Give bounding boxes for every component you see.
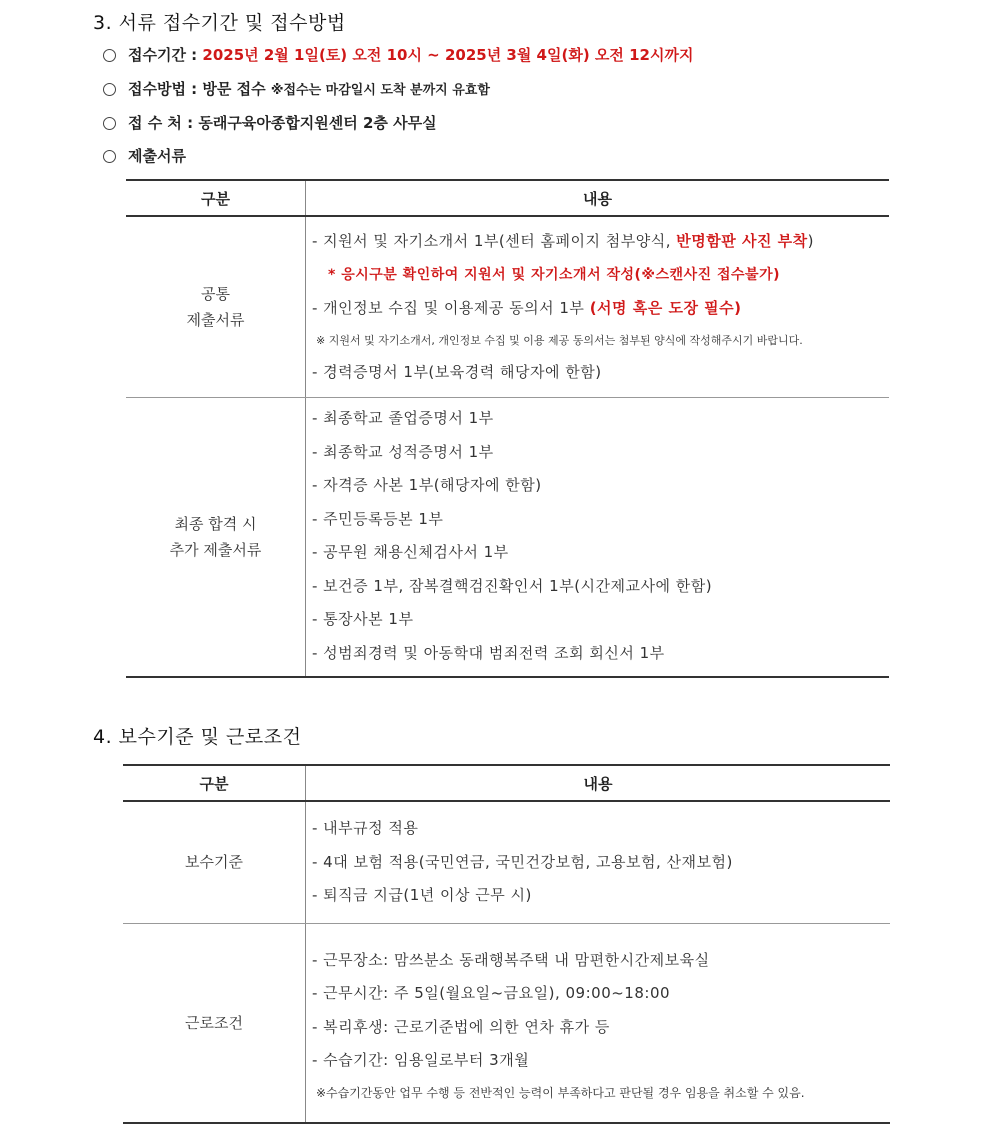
list-item: - 성범죄경력 및 아동학대 범죄전력 조회 회신서 1부 [312,643,665,662]
category-pay: 보수기준 [123,801,306,923]
reception-method: 접수방법 : 방문 접수 ※접수는 마감일시 도착 분까지 유효함 [103,78,490,99]
list-item: - 최종학교 성적증명서 1부 [312,442,494,461]
reception-period: 접수기간 : 2025년 2월 1일(토) 오전 10시 ~ 2025년 3월 4일(화) 오전 12시까지 [103,44,693,65]
reception-place: 접 수 처 : 동래구육아종합지원센터 2층 사무실 [103,112,437,133]
section4-title: 4. 보수기준 및 근로조건 [93,726,302,748]
table-row [126,398,889,678]
header-category: 구분 [123,765,306,801]
reception-method-note: ※접수는 마감일시 도착 분까지 유효함 [270,83,490,98]
header-category: 구분 [126,180,306,216]
conditions-table [123,764,890,1124]
circle-bullet-icon [103,117,116,130]
list-item: - 복리후생: 근로기준법에 의한 연차 휴가 등 [312,1017,610,1036]
list-item: - 개인정보 수집 및 이용제공 동의서 1부 (서명 혹은 도장 필수) [312,299,742,317]
category-final: 최종 합격 시 추가 제출서류 [126,398,306,678]
list-item-subnote: * 응시구분 확인하여 지원서 및 자기소개서 작성(※스캔사진 접수불가) [328,266,780,283]
circle-bullet-icon [103,49,116,62]
circle-bullet-icon [103,150,116,163]
list-item: - 공무원 채용신체검사서 1부 [312,543,509,561]
section3-title: 3. 서류 접수기간 및 접수방법 [93,12,346,34]
list-item: - 경력증명서 1부(보육경력 해당자에 한함) [312,362,602,381]
header-content: 내용 [306,180,890,216]
list-item: - 자격증 사본 1부(해당자에 한함) [312,476,542,494]
table-row [123,923,890,1123]
list-item: - 근무시간: 주 5일(월요일~금요일), 09:00~18:00 [312,984,671,1002]
list-item: - 주민등록등본 1부 [312,509,444,528]
documents-table [126,179,889,678]
list-item: - 통장사본 1부 [312,610,414,628]
circle-bullet-icon [103,83,116,96]
category-work: 근로조건 [123,923,306,1123]
list-item: - 근무장소: 맘쓰분소 동래행복주택 내 맘편한시간제보육실 [312,950,710,969]
list-item: - 4대 보험 적용(국민연금, 국민건강보험, 고용보험, 산재보험) [312,852,733,871]
required-documents-label: 제출서류 [103,145,186,166]
list-item: - 수습기간: 임용일로부터 3개월 [312,1051,530,1069]
note: ※ 지원서 및 자기소개서, 개인정보 수집 및 이용 제공 동의서는 첨부된 양식에 작성해주시기 바랍니다. [316,333,803,347]
header-content: 내용 [306,765,891,801]
table-row [123,801,890,923]
list-item: - 지원서 및 자기소개서 1부(센터 홈페이지 첨부양식, 반명함판 사진 부착) [312,232,814,250]
list-item: - 최종학교 졸업증명서 1부 [312,409,494,427]
list-item: - 보건증 1부, 잠복결핵검진확인서 1부(시간제교사에 한함) [312,576,713,595]
category-common: 공통 제출서류 [126,216,306,398]
reception-period-value: 2025년 2월 1일(토) 오전 10시 ~ 2025년 3월 4일(화) 오전 12시까지 [202,46,694,64]
list-item: - 퇴직금 지급(1년 이상 근무 시) [312,886,532,904]
table-row [126,216,889,398]
list-item: - 내부규정 적용 [312,819,419,837]
note: ※수습기간동안 업무 수행 등 전반적인 능력이 부족하다고 판단될 경우 임용을 취소할 수 있음. [316,1085,805,1100]
